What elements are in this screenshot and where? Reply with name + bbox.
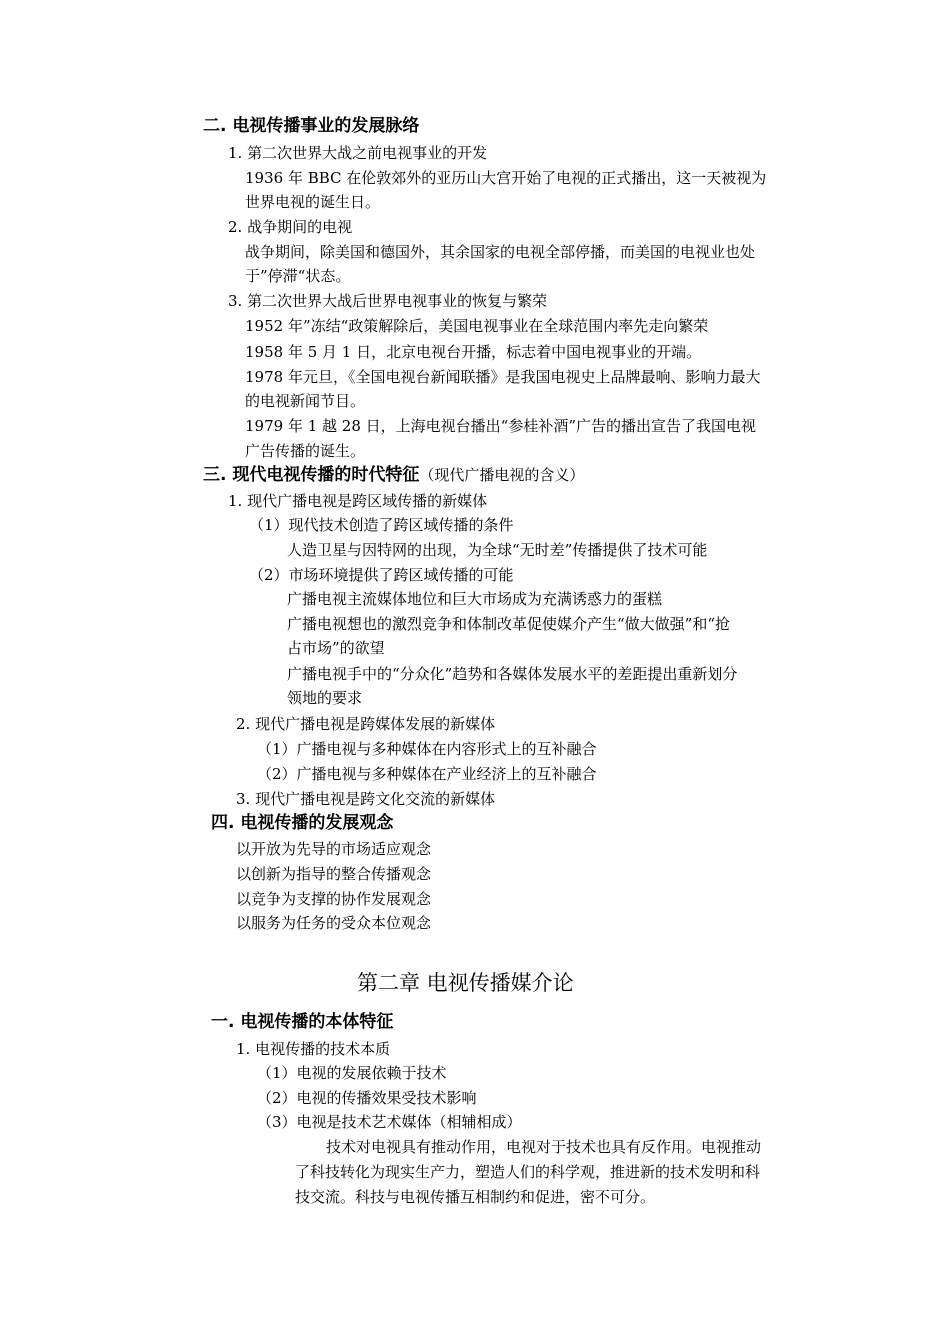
sec2-item-3-text: 1958 年 5 月 1 日，北京电视台开播，标志着中国电视事业的开端。 — [245, 343, 702, 361]
sec2-item-3-text: 1979 年 1 越 28 日，上海电视台播出“参桂补酒”广告的播出宣告了我国电视 — [245, 417, 756, 435]
sec3-item-1-sub-1: （1）现代技术创造了跨区域传播的条件 — [249, 516, 514, 534]
sec2-item-1-text: 1936 年 BBC 在伦敦郊外的亚历山大宫开始了电视的正式播出，这一天被视为 — [245, 169, 767, 187]
sec3-item-1-sub-2-text: 占市场”的欲望 — [287, 639, 385, 657]
sec3-item-1-heading: 1. 现代广播电视是跨区域传播的新媒体 — [228, 492, 488, 510]
sec3-item-1-sub-2-text: 广播电视想也的激烈竞争和体制改革促使媒介产生“做大做强”和“抢 — [287, 615, 731, 633]
sec3-item-1-sub-2: （2）市场环境提供了跨区域传播的可能 — [249, 566, 514, 584]
ch2-paragraph-line: 技术对电视具有推动作用，电视对于技术也具有反作用。电视推动 — [326, 1138, 762, 1156]
sec2-item-3-text: 广告传播的诞生。 — [245, 442, 366, 460]
chapter-2-title: 第二章 电视传播媒介论 — [357, 971, 574, 995]
sec3-item-1-sub-2-text: 广播电视主流媒体地位和巨大市场成为充满诱惑力的蛋糕 — [287, 590, 663, 608]
sec3-item-1-sub-2-text: 广播电视手中的“分众化”趋势和各媒体发展水平的差距提出重新划分 — [287, 665, 738, 683]
sec3-item-3-heading: 3. 现代广播电视是跨文化交流的新媒体 — [236, 790, 496, 808]
chapter2-section-1-title: 一. 电视传播的本体特征 — [211, 1012, 394, 1032]
sec2-item-2-text: 战争期间，除美国和德国外，其余国家的电视全部停播，而美国的电视业也处 — [245, 243, 756, 261]
section-2-title: 二. 电视传播事业的发展脉络 — [203, 116, 420, 136]
sec4-line: 以开放为先导的市场适应观念 — [236, 840, 432, 858]
sec3-item-1-sub-1-text: 人造卫星与因特网的出现，为全球“无时差”传播提供了技术可能 — [287, 541, 708, 559]
sec2-item-3-text: 1952 年”冻结“政策解除后，美国电视事业在全球范围内率先走向繁荣 — [245, 317, 709, 335]
sec2-item-1-heading: 1. 第二次世界大战之前电视事业的开发 — [228, 144, 488, 162]
sec4-line: 以创新为指导的整合传播观念 — [236, 865, 432, 883]
section-4-title: 四. 电视传播的发展观念 — [211, 813, 394, 833]
ch2-item-1-heading: 1. 电视传播的技术本质 — [236, 1040, 391, 1058]
ch2-item-1-sub: （2）电视的传播效果受技术影响 — [257, 1089, 477, 1107]
ch2-paragraph-line: 了科技转化为现实生产力，塑造人们的科学观，推进新的技术发明和科 — [295, 1163, 761, 1181]
sec2-item-3-heading: 3. 第二次世界大战后世界电视事业的恢复与繁荣 — [228, 292, 548, 310]
sec2-item-2-text: 于”停滞“状态。 — [245, 267, 351, 285]
sec2-item-1-text: 世界电视的诞生日。 — [245, 193, 381, 211]
ch2-item-1-sub: （1）电视的发展依赖于技术 — [257, 1064, 447, 1082]
sec2-item-3-text: 1978 年元旦，《全国电视台新闻联播》是我国电视史上品牌最响、影响力最大 — [245, 368, 761, 386]
sec3-item-1-sub-2-text: 领地的要求 — [287, 689, 363, 707]
section-3-note: （现代广播电视的含义） — [419, 466, 585, 484]
sec4-line: 以服务为任务的受众本位观念 — [236, 914, 432, 932]
sec3-item-2-heading: 2. 现代广播电视是跨媒体发展的新媒体 — [236, 715, 496, 733]
section-3-title — [203, 465, 584, 485]
ch2-paragraph-line: 技交流。科技与电视传播互相制约和促进，密不可分。 — [295, 1188, 656, 1206]
ch2-item-1-sub: （3）电视是技术艺术媒体（相辅相成） — [257, 1113, 522, 1131]
sec2-item-2-heading: 2. 战争期间的电视 — [228, 218, 353, 236]
sec4-line: 以竞争为支撑的协作发展观念 — [236, 890, 432, 908]
sec2-item-3-text: 的电视新闻节目。 — [245, 392, 366, 410]
section-3-title-text: 三. 现代电视传播的时代特征 — [203, 465, 420, 485]
sec3-item-2-sub: （1）广播电视与多种媒体在内容形式上的互补融合 — [257, 740, 597, 758]
sec3-item-2-sub: （2）广播电视与多种媒体在产业经济上的互补融合 — [257, 765, 597, 783]
